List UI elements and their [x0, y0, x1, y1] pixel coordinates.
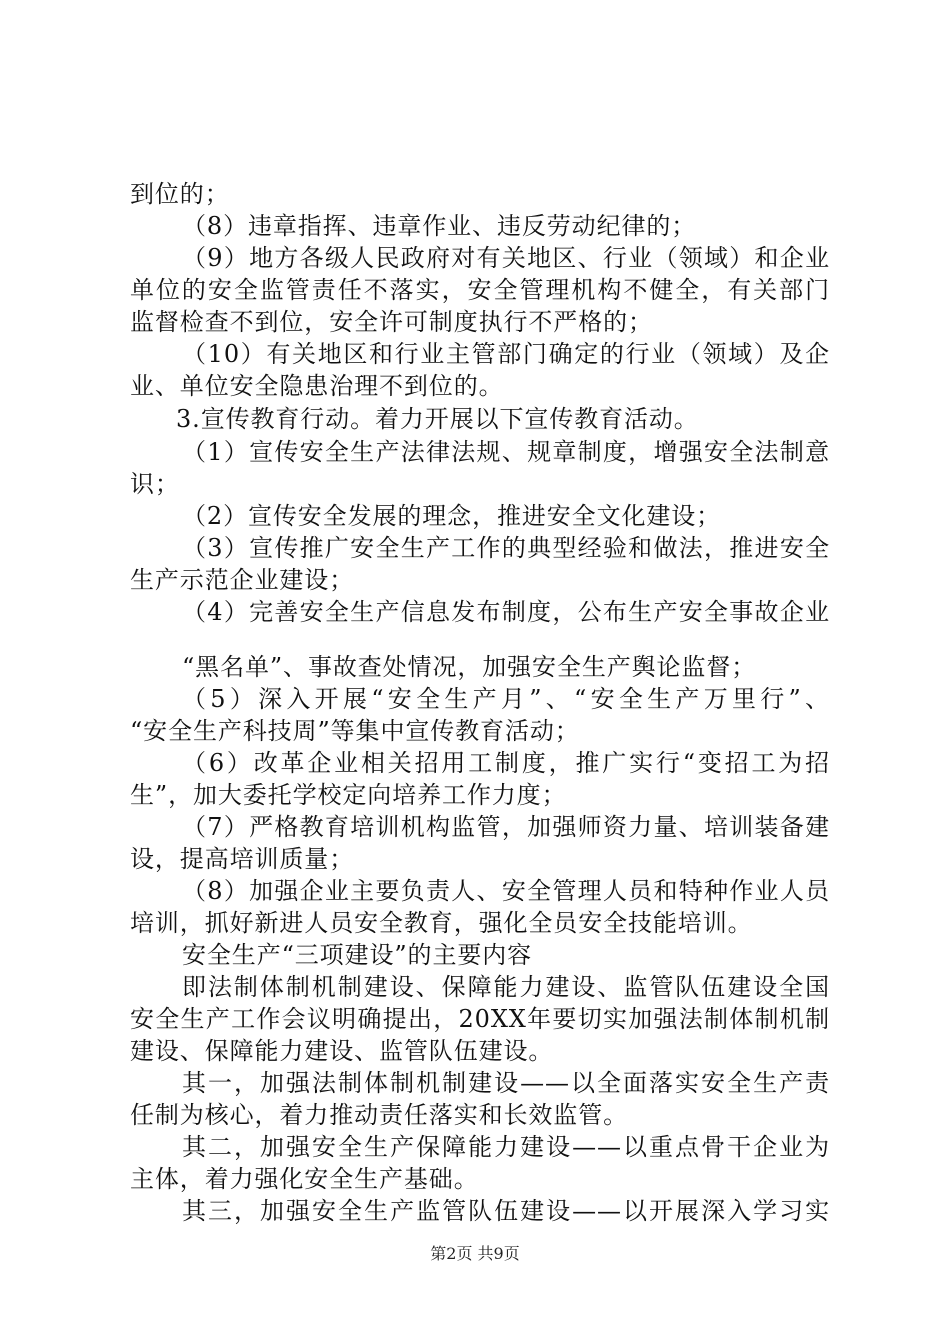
text-line: （4）完善安全生产信息发布制度，公布生产安全事故企业 — [182, 598, 830, 626]
text-line: 其二，加强安全生产保障能力建设——以重点骨干企业为 — [182, 1133, 830, 1161]
text-line: “安全生产科技周”等集中宣传教育活动； — [130, 717, 580, 745]
text-line: 单位的安全监管责任不落实，安全管理机构不健全，有关部门 — [130, 276, 830, 304]
text-line: 设，提高培训质量； — [130, 845, 355, 873]
text-line: （6）改革企业相关招用工制度，推广实行“变招工为招 — [182, 749, 830, 777]
text-line: 监督检查不到位，安全许可制度执行不严格的； — [130, 308, 653, 336]
text-line: （3）宣传推广安全生产工作的典型经验和做法，推进安全 — [182, 534, 830, 562]
text-line: 业、单位安全隐患治理不到位的。 — [130, 372, 504, 400]
text-line: （1）宣传安全生产法律法规、规章制度，增强安全法制意 — [182, 438, 830, 466]
text-line: （5）深入开展“安全生产月”、“安全生产万里行”、 — [182, 685, 830, 713]
text-line: （7）严格教育培训机构监管，加强师资力量、培训装备建 — [182, 813, 830, 841]
text-line: 其三，加强安全生产监管队伍建设——以开展深入学习实 — [182, 1197, 830, 1225]
text-line: 3.宣传教育行动。着力开展以下宣传教育活动。 — [176, 405, 699, 433]
text-line: 其一，加强法制体制机制建设——以全面落实安全生产责 — [182, 1069, 830, 1097]
text-line: 即法制体制机制建设、保障能力建设、监管队伍建设全国 — [182, 973, 830, 1001]
text-line: 建设、保障能力建设、监管队伍建设。 — [130, 1037, 554, 1065]
text-line: （8）违章指挥、违章作业、违反劳动纪律的； — [182, 212, 697, 240]
text-line: 识； — [130, 470, 180, 498]
text-line: （9）地方各级人民政府对有关地区、行业（领域）和企业 — [182, 244, 830, 272]
text-line: 安全生产“三项建设”的主要内容 — [182, 941, 533, 969]
text-line: 培训，抓好新进人员安全教育，强化全员安全技能培训。 — [130, 909, 753, 937]
page-footer: 第2页 共9页 — [430, 1244, 520, 1263]
text-line: （2）宣传安全发展的理念，推进安全文化建设； — [182, 502, 722, 530]
text-line: （8）加强企业主要负责人、安全管理人员和特种作业人员 — [182, 877, 830, 905]
text-line: 安全生产工作会议明确提出，20XX年要切实加强法制体制机制 — [130, 1005, 830, 1033]
text-line: “黑名单”、事故查处情况，加强安全生产舆论监督； — [182, 653, 757, 681]
text-line: 主体，着力强化安全生产基础。 — [130, 1165, 479, 1193]
text-line: 生产示范企业建设； — [130, 566, 355, 594]
text-line: 到位的； — [130, 180, 230, 208]
text-line: 生”，加大委托学校定向培养工作力度； — [130, 781, 567, 809]
text-line: （10）有关地区和行业主管部门确定的行业（领域）及企 — [182, 340, 830, 368]
text-line: 任制为核心，着力推动责任落实和长效监管。 — [130, 1101, 628, 1129]
